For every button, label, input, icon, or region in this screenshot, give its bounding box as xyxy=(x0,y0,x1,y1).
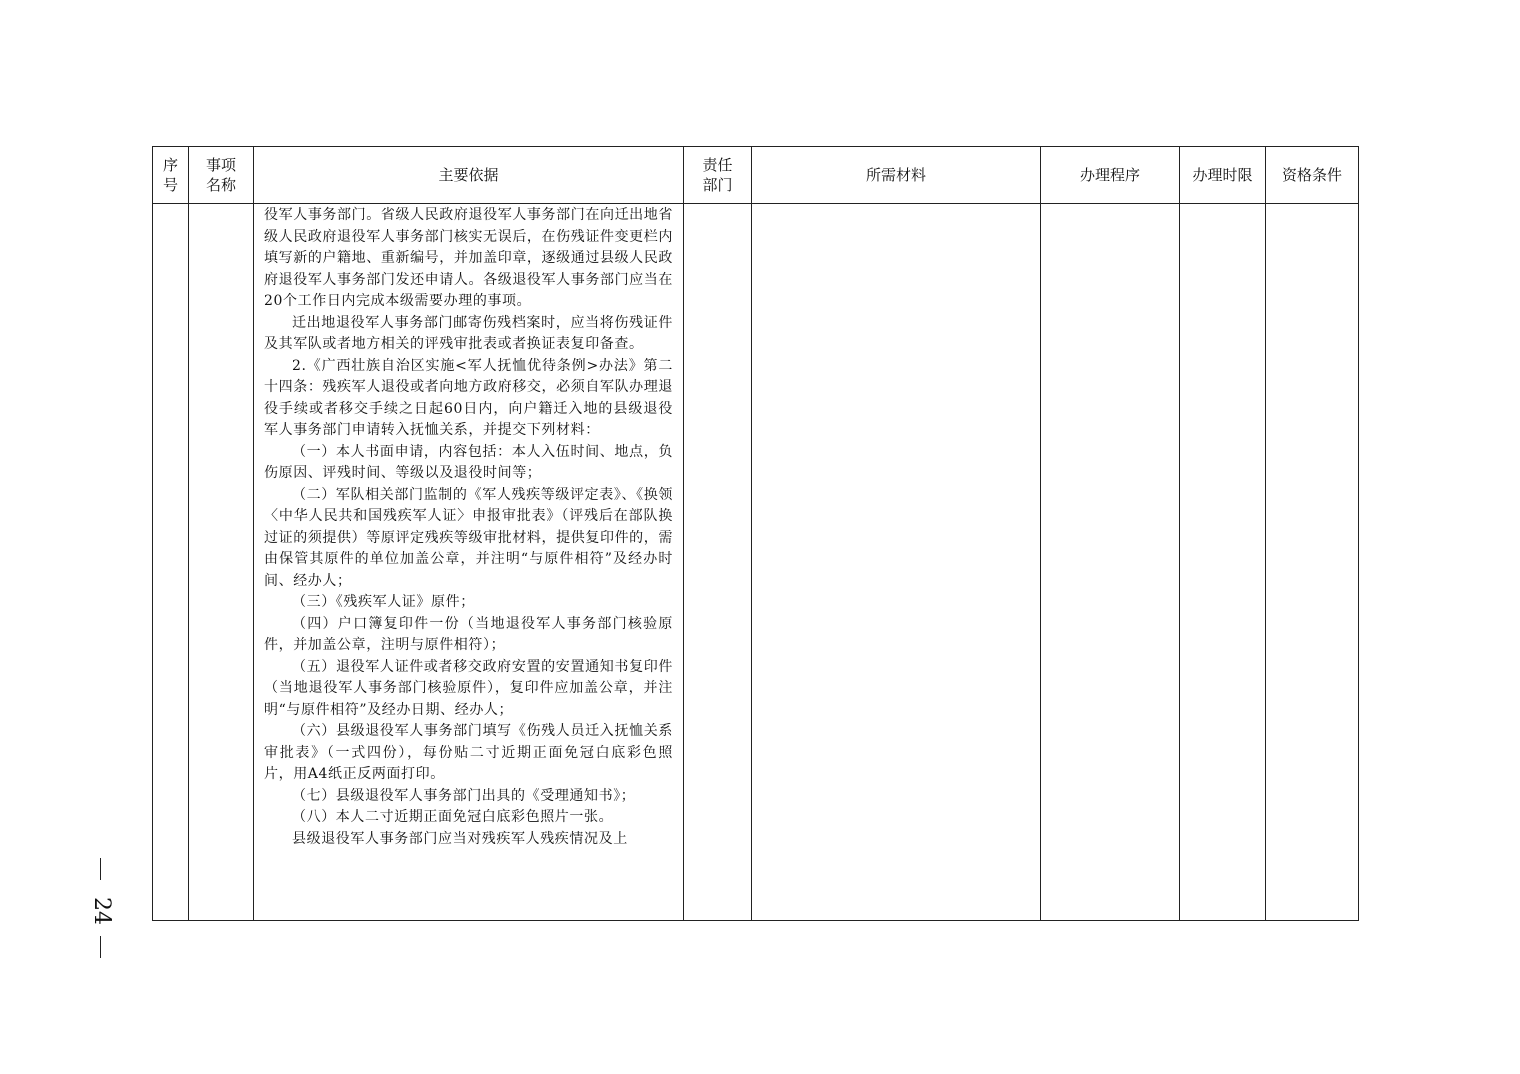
basis-paragraph: （三）《残疾军人证》原件； xyxy=(292,594,475,610)
cell-time-limit xyxy=(1180,204,1266,921)
basis-paragraph: 役军人事务部门。省级人民政府退役军人事务部门在向迁出地省级人民政府退役军人事务部门核实无误后，在伤残证件变更栏内填写新的户籍地、重新编号，并加盖印章，逐级通过县级人民政府退役军人事务部门发还申请人。各级退役军人事务部门应当在20个工作日内完成本级需要办理的事项。 xyxy=(264,207,673,309)
header-materials: 所需材料 xyxy=(752,147,1041,204)
header-qualification: 资格条件 xyxy=(1266,147,1359,204)
cell-materials xyxy=(752,204,1041,921)
page-number xyxy=(86,858,116,958)
basis-paragraph: （五）退役军人证件或者移交政府安置的安置通知书复印件（当地退役军人事务部门核验原件），复印件应加盖公章，并注明“与原件相符”及经办日期、经办人； xyxy=(264,658,673,718)
basis-paragraph: （一）本人书面申请，内容包括：本人入伍时间、地点，负伤原因、评残时间、等级以及退役时间等； xyxy=(264,443,673,481)
cell-dept xyxy=(684,204,752,921)
basis-paragraph: （二）军队相关部门监制的《军人残疾等级评定表》、《换领〈中华人民共和国残疾军人证〉申报审批表》（评残后在部队换过证的须提供）等原评定残疾等级审批材料，提供复印件的，需由保管其原件的单位加盖公章，并注明“与原件相符”及经办时间、经办人； xyxy=(264,486,673,589)
service-item-table xyxy=(152,146,1359,921)
cell-seq xyxy=(153,204,189,921)
cell-procedure xyxy=(1041,204,1180,921)
basis-paragraph: （八）本人二寸近期正面免冠白底彩色照片一张。 xyxy=(292,809,614,825)
basis-paragraph: （七）县级退役军人事务部门出具的《受理通知书》； xyxy=(292,787,636,804)
page-number-text: 24 xyxy=(89,897,114,925)
cell-basis xyxy=(254,204,684,921)
basis-paragraph: 迁出地退役军人事务部门邮寄伤残档案时，应当将伤残证件及其军队或者地方相关的评残审批表或者换证表复印备查。 xyxy=(264,314,673,352)
header-time-limit: 办理时限 xyxy=(1180,147,1266,204)
basis-paragraph: （四）户口簿复印件一份（当地退役军人事务部门核验原件，并加盖公章，注明与原件相符）； xyxy=(264,615,673,653)
basis-paragraph: （六）县级退役军人事务部门填写《伤残人员迁入抚恤关系审批表》（一式四份），每份贴二寸近期正面免冠白底彩色照片，用A4纸正反两面打印。 xyxy=(264,723,673,782)
cell-qualification xyxy=(1266,204,1359,921)
basis-text xyxy=(264,205,673,850)
page-number-dash xyxy=(100,858,101,880)
page-number-dash xyxy=(100,936,101,958)
header-dept: 责任 部门 xyxy=(684,147,752,204)
header-basis: 主要依据 xyxy=(254,147,684,204)
header-procedure: 办理程序 xyxy=(1041,147,1180,204)
table-row xyxy=(153,204,1359,921)
basis-paragraph: 县级退役军人事务部门应当对残疾军人残疾情况及上 xyxy=(292,830,628,847)
basis-paragraph: 2.《广西壮族自治区实施<军人抚恤优待条例>办法》第二十四条：残疾军人退役或者向地方政府移交，必须自军队办理退役手续或者移交手续之日起60日内，向户籍迁入地的县级退役军人事务部门申请转入抚恤关系，并提交下列材料： xyxy=(264,357,673,438)
header-seq: 序 号 xyxy=(153,147,189,204)
header-item-name: 事项 名称 xyxy=(189,147,254,204)
header-row xyxy=(153,147,1359,204)
cell-item-name xyxy=(189,204,254,921)
